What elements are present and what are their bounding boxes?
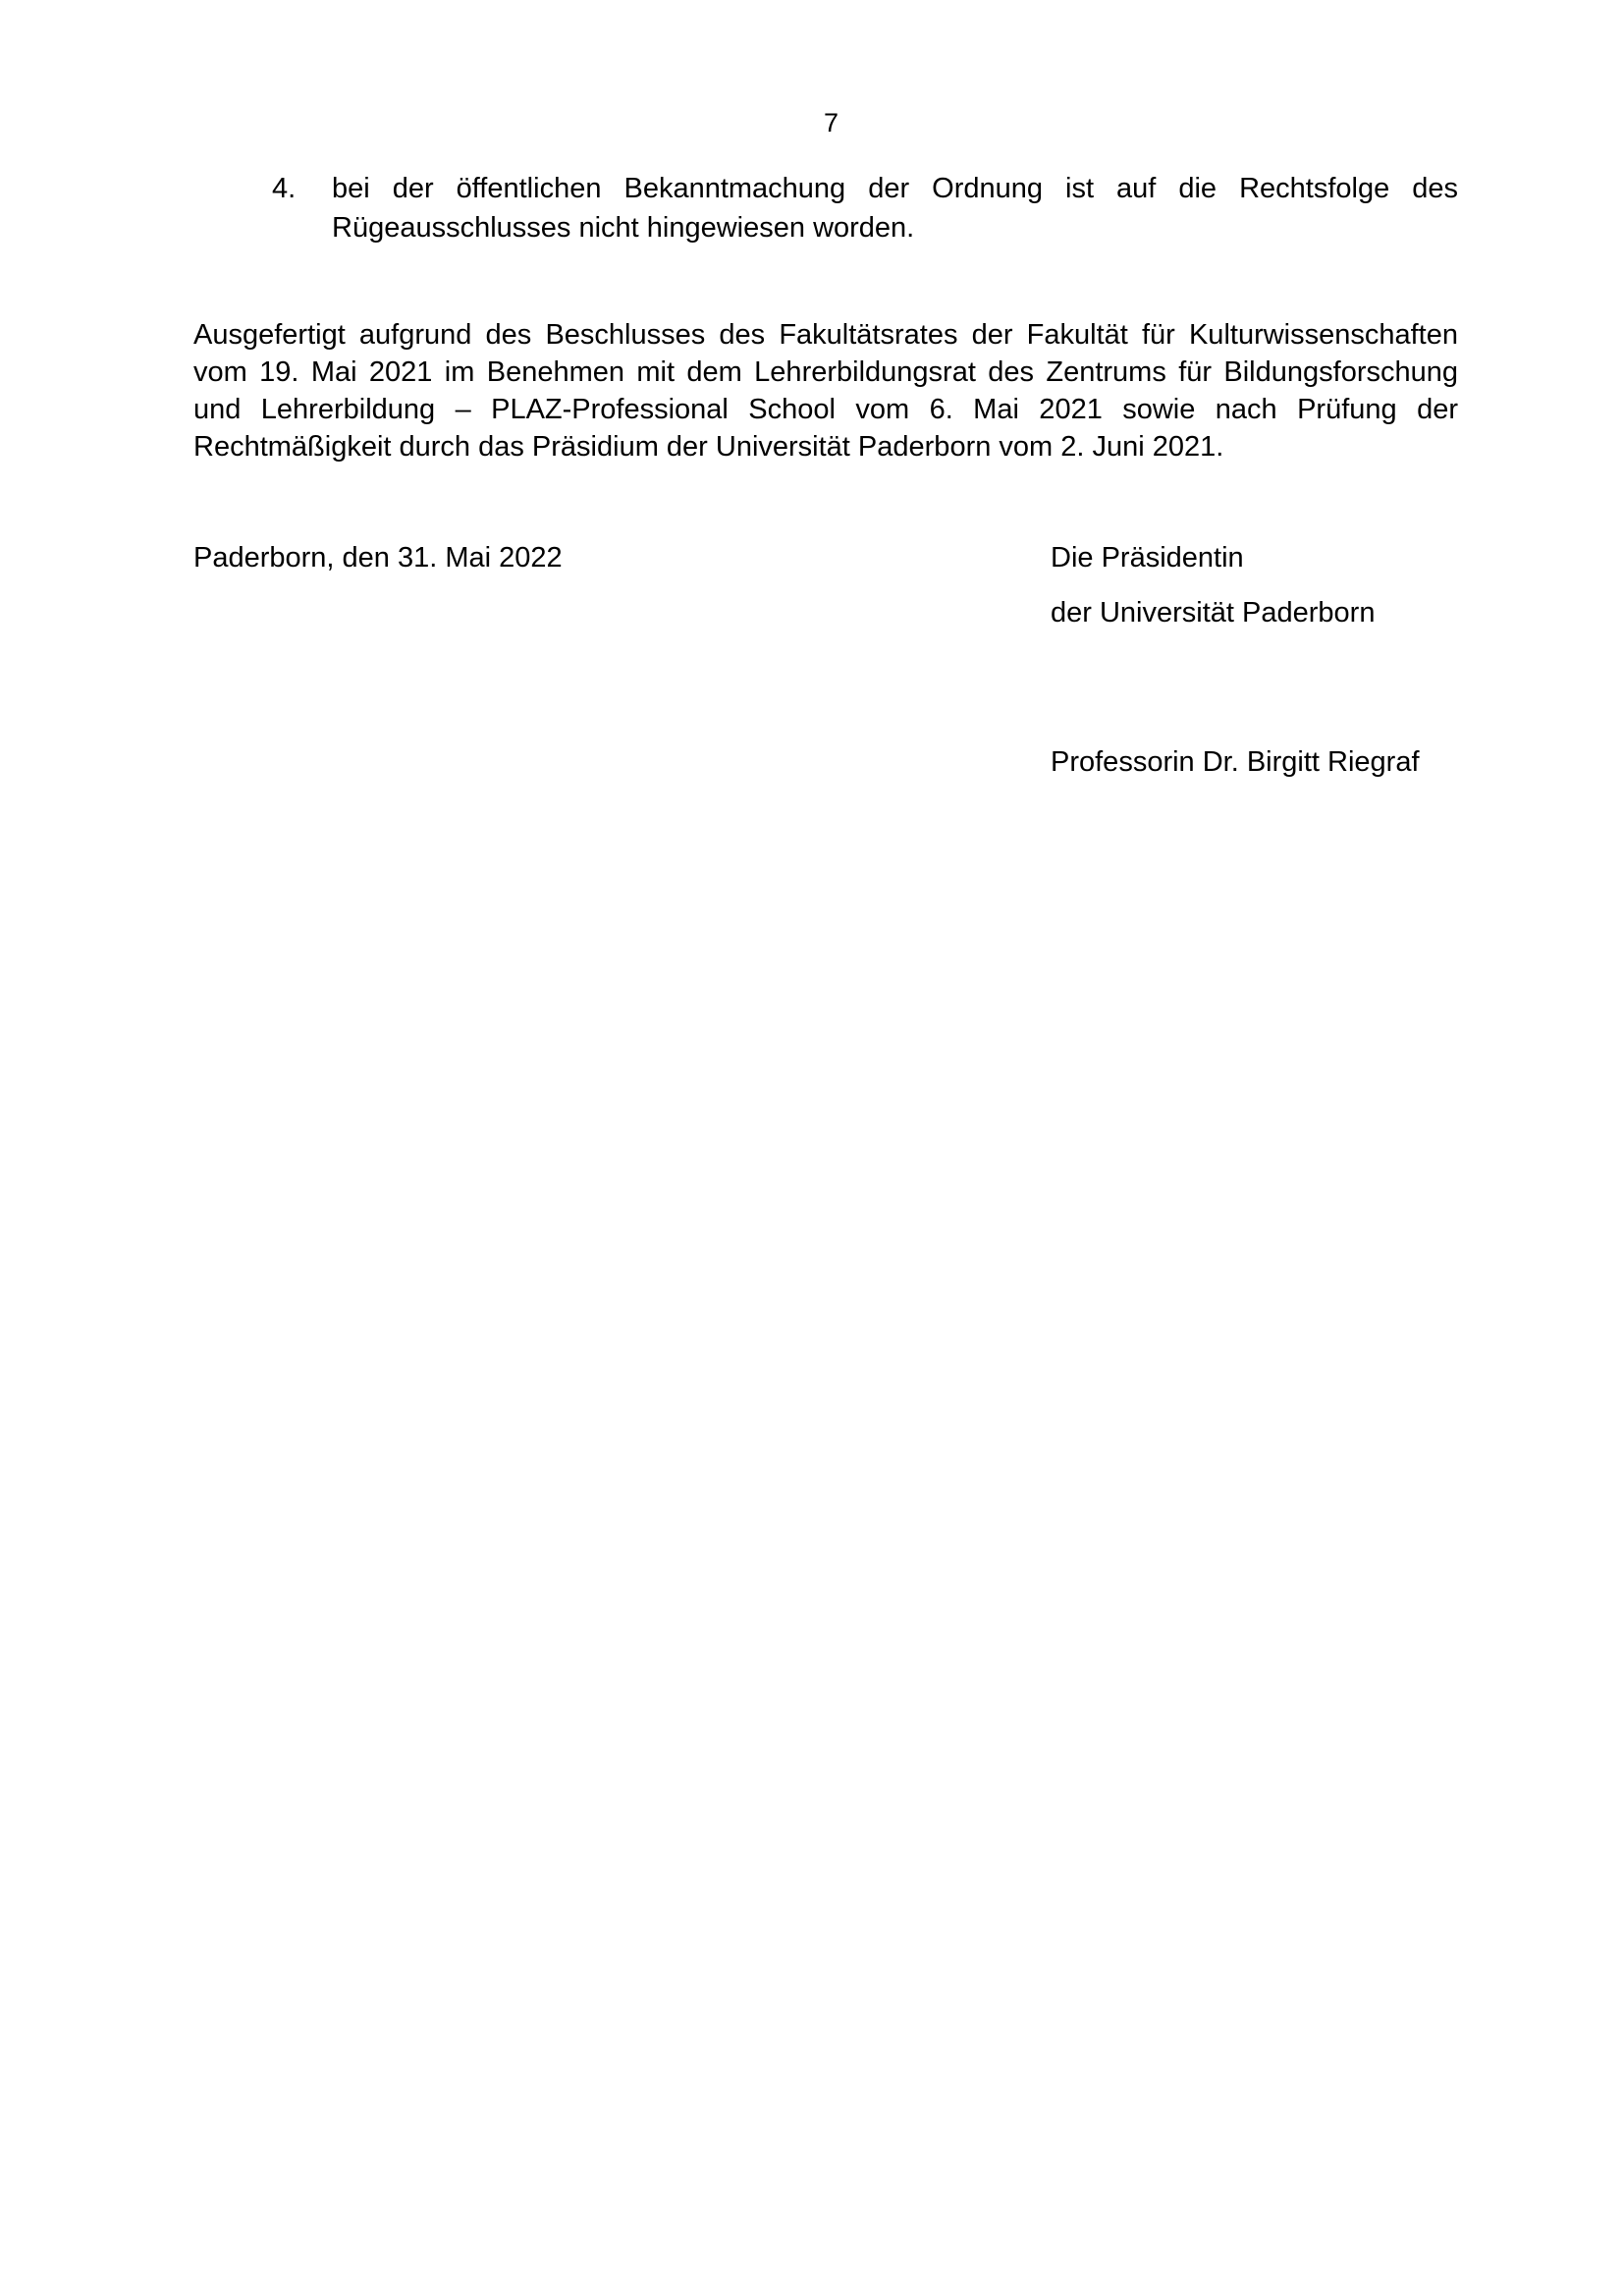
certification-paragraph: Ausgefertigt aufgrund des Beschlusses des Fakultätsrates der Fakultät für Kulturwissenschaften vom 19. Mai 2021 im Benehmen mit dem Lehrerbildungsrat des Zentrums für Bildungsforschung und Lehrerbildung – PLAZ-Professional School vom 6. Mai 2021 sowie nach Prüfung der Rechtmäßigkeit durch das Präsidium der Universität Paderborn vom 2. Juni 2021.: [193, 319, 1458, 463]
signatory-title-line1: Die Präsidentin: [1051, 542, 1244, 574]
signatory-name: Professorin Dr. Birgitt Riegraf: [1051, 746, 1420, 778]
signature-block: [1051, 538, 1542, 782]
place-date: Paderborn, den 31. Mai 2022: [193, 542, 563, 574]
signatory-title-line2: der Universität Paderborn: [1051, 597, 1376, 629]
list-item-number: 4.: [272, 173, 297, 204]
page-number: 7: [823, 108, 839, 137]
list-item-text: bei der öffentlichen Bekanntmachung der Ordnung ist auf die Rechtsfolge des Rügeausschlusses nicht hingewiesen worden.: [332, 173, 1458, 244]
